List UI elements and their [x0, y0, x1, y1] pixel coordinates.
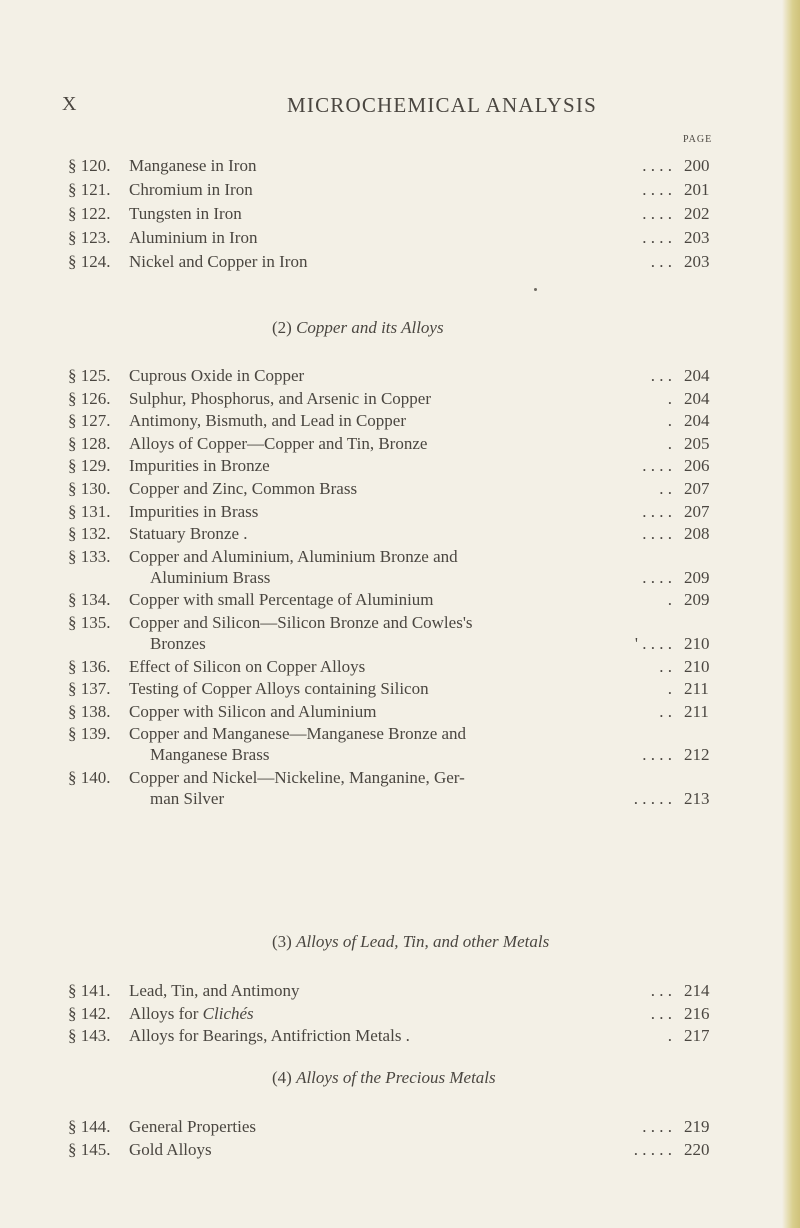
- entry-title: Copper with Silicon and Aluminium: [129, 701, 377, 721]
- section-number: § 120.: [68, 156, 111, 175]
- page-ref: 207: [684, 479, 710, 498]
- heading-text: Copper and its Alloys: [296, 318, 444, 337]
- page-ref: 207: [684, 501, 710, 521]
- dot-leader: . . . . .: [633, 1140, 672, 1159]
- entry-title: Impurities in Brass: [129, 501, 259, 521]
- section-number: § 136.: [68, 656, 111, 676]
- page-ref: 209: [684, 567, 710, 587]
- section-number: § 144.: [68, 1117, 111, 1136]
- section-number: § 121.: [68, 180, 111, 199]
- entry-title: Copper with small Percentage of Aluminium: [129, 590, 434, 610]
- entry-title-continued: Bronzes: [150, 634, 206, 653]
- section-number: § 125.: [68, 366, 111, 385]
- running-title: MICROCHEMICAL ANALYSIS: [287, 93, 597, 117]
- entry-title: Lead, Tin, and Antimony: [129, 981, 300, 1000]
- entry-title: Sulphur, Phosphorus, and Arsenic in Copper: [129, 388, 431, 408]
- section-number: § 129.: [68, 456, 111, 476]
- dot-leader: . . . .: [642, 228, 672, 247]
- dot-leader: . . . .: [642, 204, 672, 223]
- page-ref: 216: [684, 1003, 710, 1023]
- entry-title: Impurities in Bronze: [129, 456, 270, 476]
- entry-title: Copper and Zinc, Common Brass: [129, 479, 358, 498]
- entry-title-continued: man Silver: [150, 789, 225, 808]
- print-speck: [534, 288, 537, 291]
- entry-title-italic: Clichés: [202, 1003, 254, 1023]
- dot-leader: . . .: [650, 1003, 672, 1023]
- entry-title: Alloys for Bearings, Antifriction Metals .: [129, 1026, 410, 1046]
- page-ref: 203: [684, 228, 710, 247]
- section-number: § 126.: [68, 388, 111, 408]
- page-ref: 208: [684, 524, 710, 544]
- entry-title: Alloys for Clichés: [129, 1003, 254, 1023]
- dot-leader: . . .: [650, 981, 672, 1000]
- page-header: [0, 93, 780, 121]
- dot-leader: . . . . .: [633, 789, 672, 808]
- page-ref: 205: [684, 433, 710, 453]
- page-ref: 209: [684, 590, 710, 610]
- section-number: § 122.: [68, 204, 111, 223]
- page-ref: 204: [684, 366, 710, 385]
- dot-leader: . .: [659, 656, 672, 676]
- dot-leader: . . . .: [642, 567, 672, 587]
- section-number: § 127.: [68, 411, 111, 431]
- section-number: § 141.: [68, 981, 111, 1000]
- section-number: § 123.: [68, 228, 111, 247]
- dot-leader: . . . .: [642, 156, 672, 175]
- page-ref: 204: [684, 411, 710, 431]
- heading-number: (2): [272, 318, 292, 337]
- heading-number: (3): [272, 932, 292, 951]
- entry-title: Copper and Silicon—Silicon Bronze and Cowles's: [129, 613, 473, 632]
- page-ref: 210: [684, 656, 710, 676]
- entry-title: Testing of Copper Alloys containing Silicon: [129, 679, 429, 699]
- section-number: § 134.: [68, 590, 111, 610]
- entry-title: Copper and Manganese—Manganese Bronze and: [129, 724, 467, 744]
- entry-title: General Properties: [129, 1117, 256, 1136]
- page-ref: 214: [684, 981, 710, 1000]
- section-number: § 140.: [68, 768, 111, 787]
- page-ref: 212: [684, 745, 710, 765]
- dot-leader: . . . .: [642, 524, 672, 544]
- entry-title: Copper and Aluminium, Aluminium Bronze and: [129, 546, 458, 566]
- heading-text: Alloys of Lead, Tin, and other Metals: [296, 932, 550, 951]
- page-ref: 202: [684, 204, 710, 223]
- entry-title: Gold Alloys: [129, 1140, 212, 1159]
- dot-leader: . .: [659, 701, 672, 721]
- dot-leader: . . .: [650, 366, 672, 385]
- section-number: § 138.: [68, 701, 111, 721]
- entry-title: Nickel and Copper in Iron: [129, 252, 308, 271]
- section-number: § 131.: [68, 501, 111, 521]
- dot-leader: . . .: [650, 252, 672, 271]
- entry-title: Alloys of Copper—Copper and Tin, Bronze: [129, 433, 428, 453]
- section-number: § 137.: [68, 679, 111, 699]
- section-number: § 128.: [68, 433, 111, 453]
- entry-title: Chromium in Iron: [129, 180, 253, 199]
- page-ref: 210: [684, 634, 710, 653]
- dot-leader: . . . .: [642, 180, 672, 199]
- page-ref: 201: [684, 180, 710, 199]
- dot-leader: .: [667, 1026, 672, 1046]
- page-ref: 213: [684, 789, 710, 808]
- page-ref: 211: [684, 679, 709, 699]
- heading-number: (4): [272, 1068, 292, 1087]
- page-column-label: PAGE: [683, 134, 713, 145]
- dot-leader: .: [667, 590, 672, 610]
- dot-leader: .: [667, 433, 672, 453]
- heading-text: Alloys of the Precious Metals: [296, 1068, 496, 1087]
- entry-title-continued: Manganese Brass: [150, 745, 270, 765]
- section-number: § 133.: [68, 546, 111, 566]
- dot-leader: . . . .: [642, 1117, 672, 1136]
- section-number: § 145.: [68, 1140, 111, 1159]
- section-number: § 139.: [68, 724, 111, 744]
- section-number: § 132.: [68, 524, 111, 544]
- dot-leader: ' . . . .: [634, 634, 672, 653]
- entry-title-continued: Aluminium Brass: [150, 567, 271, 587]
- page-ref: 217: [684, 1026, 710, 1046]
- dot-leader: . . . .: [642, 745, 672, 765]
- section-number: § 143.: [68, 1026, 111, 1046]
- dot-leader: .: [667, 411, 672, 431]
- page-ref: 211: [684, 701, 709, 721]
- entry-title: Tungsten in Iron: [129, 204, 242, 223]
- entry-title: Cuprous Oxide in Copper: [129, 366, 305, 385]
- section-number: § 142.: [68, 1003, 111, 1023]
- page-ref: 200: [684, 156, 710, 175]
- dot-leader: . .: [659, 479, 672, 498]
- section-number: § 135.: [68, 613, 111, 632]
- entry-title: Antimony, Bismuth, and Lead in Copper: [129, 411, 407, 431]
- page-ref: 220: [684, 1140, 710, 1159]
- page-edge: [782, 0, 800, 1228]
- entry-title: Statuary Bronze .: [129, 524, 248, 544]
- entry-title: Manganese in Iron: [129, 156, 257, 175]
- section-number: § 124.: [68, 252, 111, 271]
- dot-leader: . . . .: [642, 456, 672, 476]
- page-number: X: [62, 93, 77, 115]
- dot-leader: .: [667, 679, 672, 699]
- page-ref: 219: [684, 1117, 710, 1136]
- entry-title: Aluminium in Iron: [129, 228, 258, 247]
- page-ref: 203: [684, 252, 710, 271]
- dot-leader: .: [667, 388, 672, 408]
- page-ref: 204: [684, 388, 710, 408]
- entry-title: Copper and Nickel—Nickeline, Manganine, Ger-: [129, 768, 465, 787]
- section-number: § 130.: [68, 479, 111, 498]
- entry-title: Effect of Silicon on Copper Alloys: [129, 656, 366, 676]
- dot-leader: . . . .: [642, 501, 672, 521]
- page-ref: 206: [684, 456, 710, 476]
